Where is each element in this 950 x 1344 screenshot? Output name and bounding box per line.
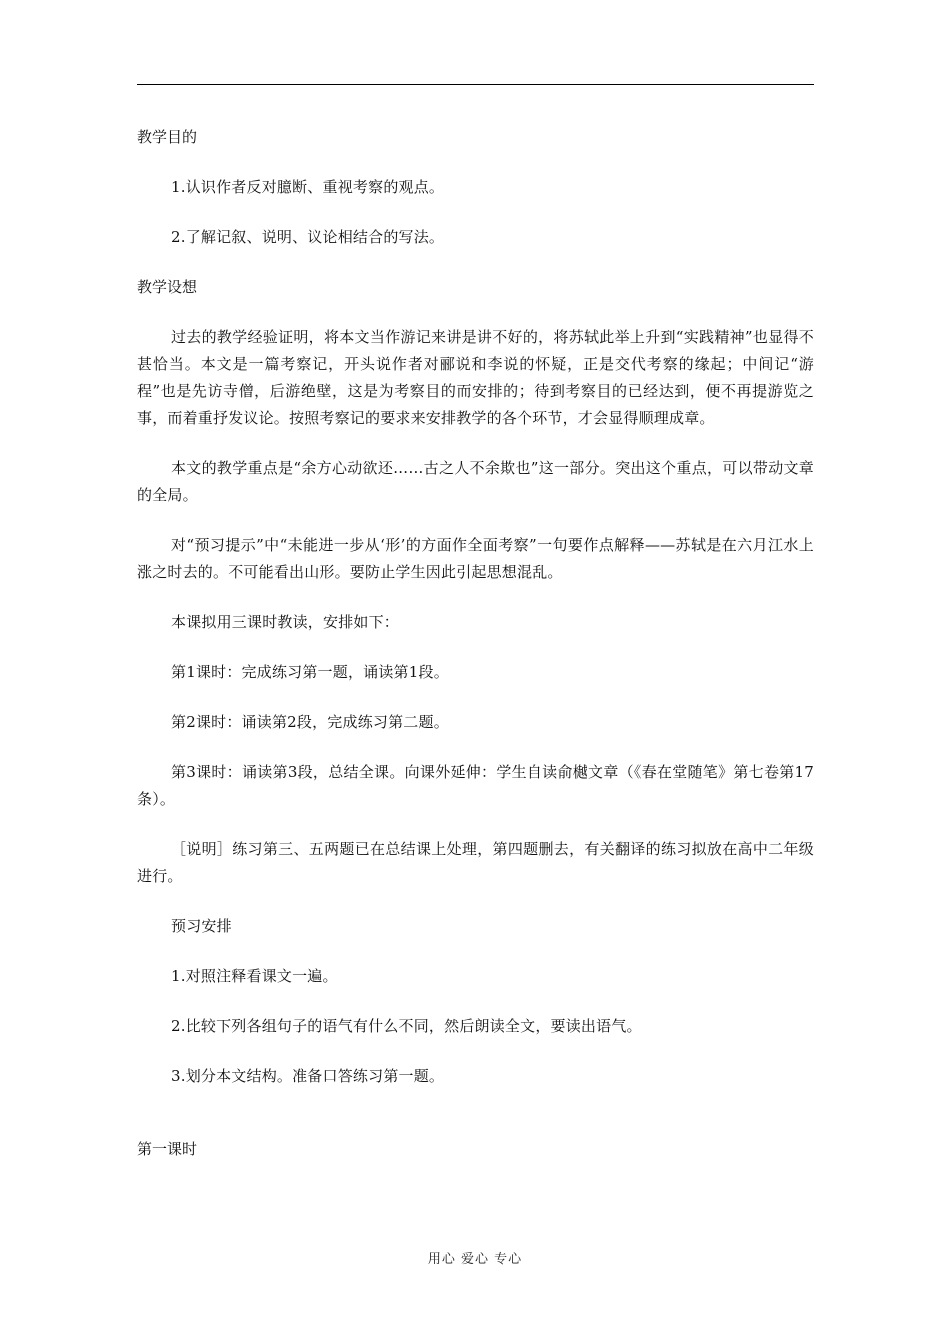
plan-paragraph-2: 本文的教学重点是“余方心动欲还……古之人不余欺也”这一部分。突出这个重点，可以带动文章的全局。: [137, 459, 814, 504]
plan-paragraph-4: 本课拟用三课时教读，安排如下：: [171, 613, 400, 631]
document-body: [137, 124, 814, 1163]
lesson-item-3: 第3课时：诵读第3段，总结全课。向课外延伸：学生自读俞樾文章（《春在堂随笔》第七卷第17条）。: [137, 763, 814, 808]
preview-item-1: 1.对照注释看课文一遍。: [171, 967, 338, 985]
plan-paragraph-1: 过去的教学经验证明，将本文当作游记来讲是讲不好的，将苏轼此举上升到“实践精神”也显得不甚恰当。本文是一篇考察记，开头说作者对郦说和李说的怀疑，正是交代考察的缘起；中间记“游程”也是先访寺僧，后游绝壁，这是为考察目的而安排的；待到考察目的已经达到，便不再提游览之事，而着重抒发议论。按照考察记的要求来安排教学的各个环节，才会显得顺理成章。: [137, 328, 814, 427]
header-rule: [137, 84, 814, 85]
page-footer: 用心 爱心 专心: [427, 1252, 523, 1267]
heading-preview-plan: 预习安排: [171, 917, 232, 935]
lesson-item-2: 第2课时：诵读第2段，完成练习第二题。: [171, 713, 449, 731]
note-paragraph: ［说明］练习第三、五两题已在总结课上处理，第四题删去，有关翻译的练习拟放在高中二年级进行。: [137, 840, 814, 885]
heading-teaching-goals: 教学目的: [137, 128, 198, 146]
goal-item-2: 2.了解记叙、说明、议论相结合的写法。: [171, 228, 445, 246]
plan-paragraph-3: 对“预习提示”中“未能进一步从‘形’的方面作全面考察”一句要作点解释——苏轼是在六月江水上涨之时去的。不可能看出山形。要防止学生因此引起思想混乱。: [137, 536, 814, 581]
heading-first-lesson: 第一课时: [137, 1140, 198, 1158]
goal-item-1: 1.认识作者反对臆断、重视考察的观点。: [171, 178, 445, 196]
heading-teaching-plan: 教学设想: [137, 278, 198, 296]
lesson-item-1: 第1课时：完成练习第一题，诵读第1段。: [171, 663, 449, 681]
preview-item-3: 3.划分本文结构。准备口答练习第一题。: [171, 1067, 445, 1085]
preview-item-2: 2.比较下列各组句子的语气有什么不同，然后朗读全文，要读出语气。: [171, 1017, 642, 1035]
